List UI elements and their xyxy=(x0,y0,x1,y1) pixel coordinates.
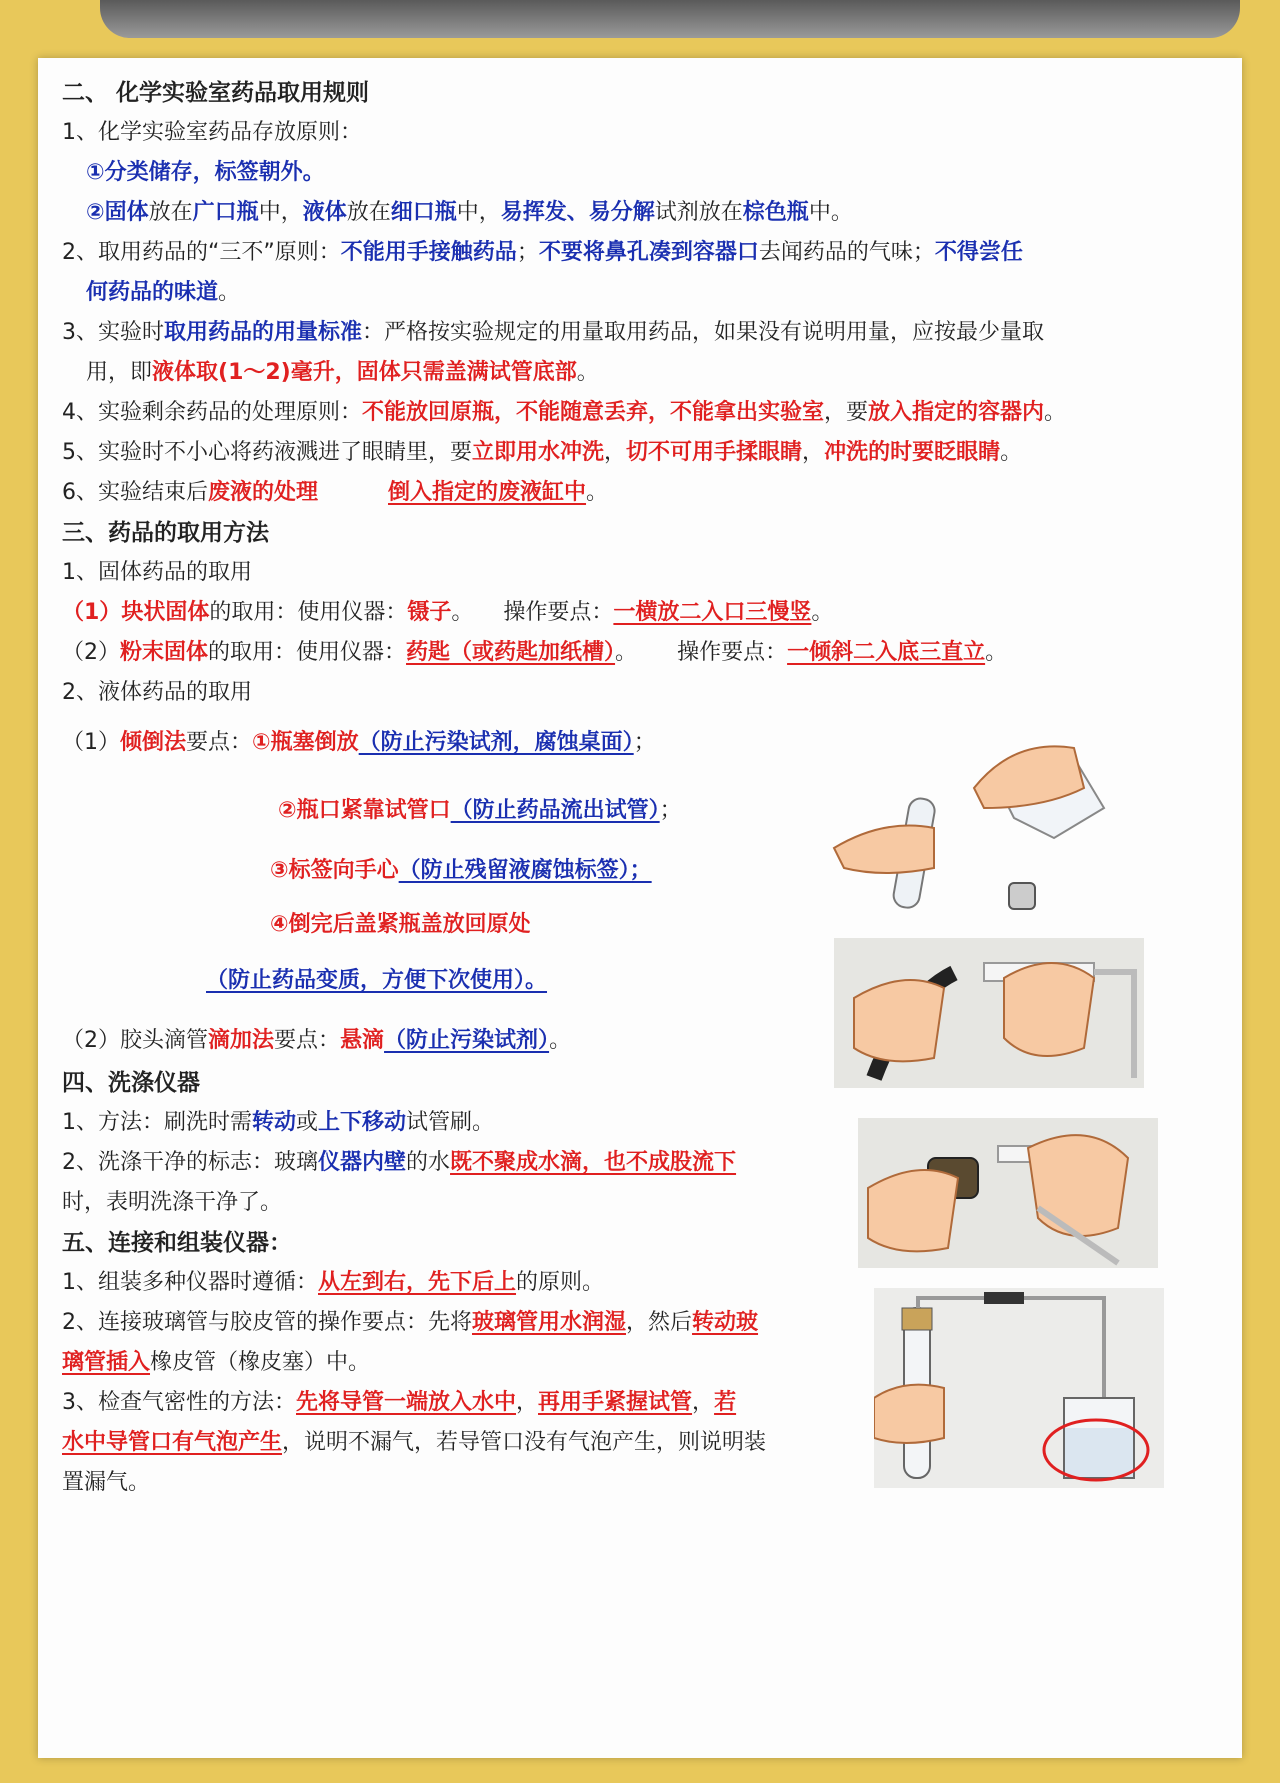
s3-pour5: （防止药品变质，方便下次使用）。 xyxy=(206,968,548,993)
s3-pour4: ④倒完后盖紧瓶盖放回原处 xyxy=(270,912,531,937)
clipboard-clip xyxy=(100,0,1240,38)
s3-line2: 2、液体药品的取用 xyxy=(62,680,252,705)
stopper-illustration xyxy=(858,1118,1158,1268)
pouring-illustration xyxy=(824,698,1124,928)
s3-solid1: （1）块状固体的取用：使用仪器：镊子。 操作要点：一横放二入口三慢竖。 xyxy=(62,600,834,625)
s3-pour2: ②瓶口紧靠试管口（防止药品流出试管）； xyxy=(278,798,682,823)
s2-line6: 6、实验结束后废液的处理 倒入指定的废液缸中。 xyxy=(62,480,609,505)
s5-line5: 水中导管口有气泡产生，说明不漏气，若导管口没有气泡产生，则说明装 xyxy=(62,1430,767,1455)
s4-line2: 2、洗涤干净的标志：玻璃仪器内壁的水既不聚成水滴，也不成股流下 xyxy=(62,1150,737,1175)
s3-solid2: （2）粉末固体的取用：使用仪器：药匙（或药匙加纸槽）。 操作要点：一倾斜二入底三直立。 xyxy=(62,640,1008,665)
s2-line3b: 用，即液体取(1～2)毫升，固体只需盖满试管底部。 xyxy=(86,360,599,385)
s5-line4: 3、检查气密性的方法：先将导管一端放入水中，再用手紧握试管，若 xyxy=(62,1390,737,1415)
s2-line1: 1、化学实验室药品存放原则： xyxy=(62,120,362,145)
s2-line1a: ①分类储存，标签朝外。 xyxy=(86,160,325,185)
s4-line3: 时，表明洗涤干净了。 xyxy=(62,1190,283,1215)
s5-line6: 置漏气。 xyxy=(62,1470,151,1495)
s3-dropper: （2）胶头滴管滴加法要点：悬滴（防止污染试剂）。 xyxy=(62,1028,572,1053)
s5-line1: 1、组装多种仪器时遵循：从左到右，先下后上的原则。 xyxy=(62,1270,605,1295)
s3-line1: 1、固体药品的取用 xyxy=(62,560,252,585)
s2-line1b: ②固体放在广口瓶中，液体放在细口瓶中，易挥发、易分解试剂放在棕色瓶中。 xyxy=(86,200,853,225)
s4-line1: 1、方法：刷洗时需转动或上下移动试管刷。 xyxy=(62,1110,495,1135)
s2-line2b: 何药品的味道。 xyxy=(86,280,241,305)
s2-line3a: 3、实验时取用药品的用量标准：严格按实验规定的用量取用药品，如果没有说明用量，应按最少量取 xyxy=(62,320,1045,345)
s3-pour1: （1）倾倒法要点：①瓶塞倒放（防止污染试剂，腐蚀桌面）； xyxy=(62,730,656,755)
s3-pour3: ③标签向手心（防止残留液腐蚀标签）； xyxy=(270,858,652,883)
s2-line5: 5、实验时不小心将药液溅进了眼睛里，要立即用水冲洗，切不可用手揉眼睛，冲洗的时要眨眼睛。 xyxy=(62,440,1023,465)
s5-line2: 2、连接玻璃管与胶皮管的操作要点：先将玻璃管用水润湿，然后转动玻 xyxy=(62,1310,759,1335)
s5-line3: 璃管插入橡皮管（橡皮塞）中。 xyxy=(62,1350,371,1375)
section5-title: 五、连接和组装仪器： xyxy=(62,1230,292,1256)
airtight-check-illustration xyxy=(874,1288,1164,1488)
tube-connect-illustration xyxy=(834,938,1144,1088)
section2-title: 二、 化学实验室药品取用规则 xyxy=(62,80,370,106)
section4-title: 四、洗涤仪器 xyxy=(62,1070,200,1096)
notes-paper xyxy=(38,58,1242,1758)
s2-line2a: 2、取用药品的“三不”原则：不能用手接触药品；不要将鼻孔凑到容器口去闻药品的气味；不得尝任 xyxy=(62,240,1023,265)
section3-title: 三、药品的取用方法 xyxy=(62,520,269,546)
s2-line4: 4、实验剩余药品的处理原则：不能放回原瓶，不能随意丢弃，不能拿出实验室，要放入指定的容器内。 xyxy=(62,400,1067,425)
